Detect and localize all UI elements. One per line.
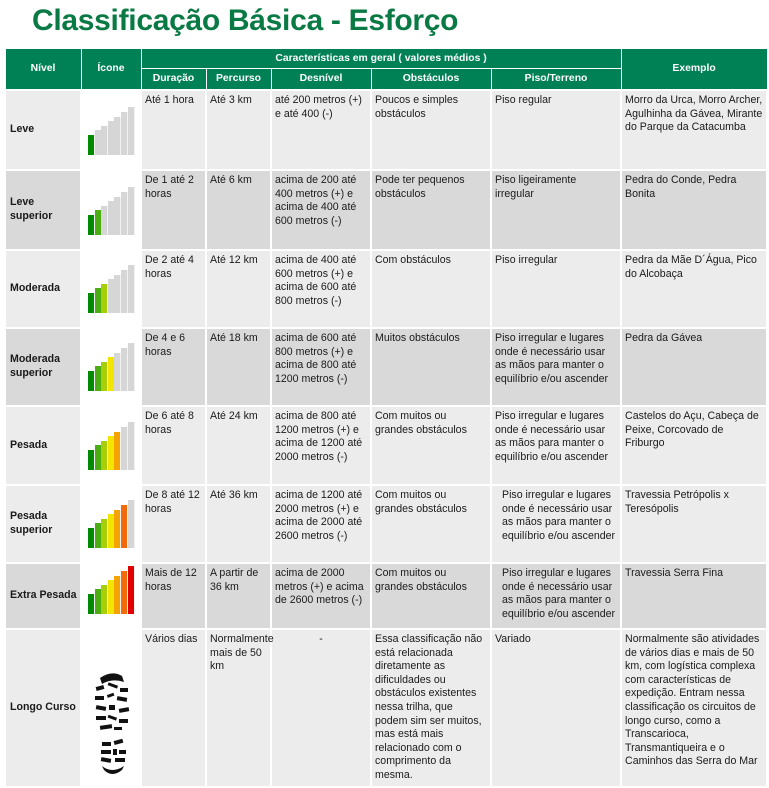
cell-exemplo: Normalmente são atividades de vários dias e mais de 50 km, com logística complexa com características de expedição. Entram nessa classificação os circuitos de longo curso, como a Transcarioca, Transmantiqueira e o Caminhos das Serra do Mar bbox=[621, 629, 767, 787]
cell-desnivel: acima de 400 até 600 metros (+) e acima de 600 até 800 metros (-) bbox=[271, 250, 371, 328]
cell-desnivel: - bbox=[271, 629, 371, 787]
table-row bbox=[5, 250, 767, 328]
cell-percurso: Até 6 km bbox=[206, 170, 271, 250]
effort-bars-icon bbox=[81, 485, 141, 563]
cell-exemplo: Travessia Serra Fina bbox=[621, 563, 767, 629]
header-exemplo: Exemplo bbox=[621, 49, 767, 91]
cell-obstaculos: Com obstáculos bbox=[371, 250, 491, 328]
table-row bbox=[5, 485, 767, 563]
cell-nivel: Leve superior bbox=[5, 170, 81, 250]
header-obstaculos: Obstáculos bbox=[371, 69, 491, 91]
cell-percurso: Até 18 km bbox=[206, 328, 271, 406]
header-icone: Ícone bbox=[81, 49, 141, 91]
cell-desnivel: acima de 600 até 800 metros (+) e acima de 800 até 1200 metros (-) bbox=[271, 328, 371, 406]
header-percurso: Percurso bbox=[206, 69, 271, 91]
effort-bars-icon bbox=[81, 328, 141, 406]
cell-desnivel: acima de 800 até 1200 metros (+) e acima de 1200 até 2000 metros (-) bbox=[271, 406, 371, 485]
cell-obstaculos: Essa classificação não está relacionada diretamente as dificuldades ou obstáculos existentes nessa trilha, que podem sim ser muitos, mas está mais relacionado com o comprimento da mesma. bbox=[371, 629, 491, 787]
cell-percurso: Até 24 km bbox=[206, 406, 271, 485]
cell-desnivel: acima de 1200 até 2000 metros (+) e acima de 2000 até 2600 metros (-) bbox=[271, 485, 371, 563]
cell-obstaculos: Muitos obstáculos bbox=[371, 328, 491, 406]
cell-piso: Piso ligeiramente irregular bbox=[491, 170, 621, 250]
effort-bars-icon bbox=[81, 90, 141, 170]
cell-duracao: De 1 até 2 horas bbox=[141, 170, 206, 250]
effort-bars-icon bbox=[81, 250, 141, 328]
cell-duracao: De 2 até 4 horas bbox=[141, 250, 206, 328]
cell-duracao: De 6 até 8 horas bbox=[141, 406, 206, 485]
cell-piso: Piso irregular bbox=[491, 250, 621, 328]
cell-obstaculos: Pode ter pequenos obstáculos bbox=[371, 170, 491, 250]
table-row bbox=[5, 629, 767, 787]
page-title: Classificação Básica - Esforço bbox=[32, 4, 459, 37]
cell-percurso: Normalmente mais de 50 km bbox=[206, 629, 271, 787]
cell-desnivel: acima de 2000 metros (+) e acima de 2600 metros (-) bbox=[271, 563, 371, 629]
cell-piso: Variado bbox=[491, 629, 621, 787]
header-caracteristicas: Características em geral ( valores médios ) bbox=[141, 49, 621, 69]
effort-bar bbox=[128, 187, 135, 235]
cell-nivel: Pesada superior bbox=[5, 485, 81, 563]
cell-duracao: De 8 até 12 horas bbox=[141, 485, 206, 563]
cell-piso: Piso irregular e lugares onde é necessário usar as mãos para manter o equilíbrio e/ou ascender bbox=[491, 563, 621, 629]
effort-bar bbox=[128, 343, 135, 391]
cell-percurso: Até 3 km bbox=[206, 90, 271, 170]
cell-obstaculos: Com muitos ou grandes obstáculos bbox=[371, 406, 491, 485]
table-row bbox=[5, 563, 767, 629]
cell-percurso: Até 36 km bbox=[206, 485, 271, 563]
effort-bar bbox=[128, 500, 135, 548]
cell-exemplo: Morro da Urca, Morro Archer, Agulhinha da Gávea, Mirante do Parque da Catacumba bbox=[621, 90, 767, 170]
cell-percurso: Até 12 km bbox=[206, 250, 271, 328]
table-row bbox=[5, 170, 767, 250]
cell-obstaculos: Com muitos ou grandes obstáculos bbox=[371, 485, 491, 563]
cell-piso: Piso regular bbox=[491, 90, 621, 170]
cell-nivel: Moderada superior bbox=[5, 328, 81, 406]
cell-duracao: Até 1 hora bbox=[141, 90, 206, 170]
table-row bbox=[5, 406, 767, 485]
cell-piso: Piso irregular e lugares onde é necessário usar as mãos para manter o equilíbrio e/ou ascender bbox=[491, 328, 621, 406]
cell-desnivel: até 200 metros (+) e até 400 (-) bbox=[271, 90, 371, 170]
cell-exemplo: Castelos do Açu, Cabeça de Peixe, Corcovado de Friburgo bbox=[621, 406, 767, 485]
cell-nivel: Longo Curso bbox=[5, 629, 81, 787]
header-nivel: Nível bbox=[5, 49, 81, 91]
cell-nivel: Pesada bbox=[5, 406, 81, 485]
cell-exemplo: Travessia Petrópolis x Teresópolis bbox=[621, 485, 767, 563]
effort-bar bbox=[128, 265, 135, 313]
effort-bars-icon bbox=[81, 563, 141, 629]
cell-duracao: Mais de 12 horas bbox=[141, 563, 206, 629]
cell-obstaculos: Com muitos ou grandes obstáculos bbox=[371, 563, 491, 629]
cell-nivel: Extra Pesada bbox=[5, 563, 81, 629]
cell-obstaculos: Poucos e simples obstáculos bbox=[371, 90, 491, 170]
effort-bar bbox=[128, 422, 135, 470]
cell-desnivel: acima de 200 até 400 metros (+) e acima de 400 até 600 metros (-) bbox=[271, 170, 371, 250]
boot-print-icon bbox=[81, 629, 141, 787]
header-piso: Piso/Terreno bbox=[491, 69, 621, 91]
cell-nivel: Moderada bbox=[5, 250, 81, 328]
effort-bars-icon bbox=[81, 170, 141, 250]
cell-piso: Piso irregular e lugares onde é necessário usar as mãos para manter o equilíbrio e/ou ascender bbox=[491, 485, 621, 563]
effort-bar bbox=[128, 107, 135, 155]
table-row bbox=[5, 90, 767, 170]
cell-duracao: Vários dias bbox=[141, 629, 206, 787]
cell-piso: Piso irregular e lugares onde é necessário usar as mãos para manter o equilíbrio e/ou ascender bbox=[491, 406, 621, 485]
header-desnivel: Desnível bbox=[271, 69, 371, 91]
cell-exemplo: Pedra do Conde, Pedra Bonita bbox=[621, 170, 767, 250]
cell-percurso: A partir de 36 km bbox=[206, 563, 271, 629]
header-duracao: Duração bbox=[141, 69, 206, 91]
cell-exemplo: Pedra da Mãe D´Água, Pico do Alcobaça bbox=[621, 250, 767, 328]
table-row bbox=[5, 328, 767, 406]
effort-bar bbox=[128, 566, 135, 614]
cell-duracao: De 4 e 6 horas bbox=[141, 328, 206, 406]
effort-bars-icon bbox=[81, 406, 141, 485]
cell-exemplo: Pedra da Gávea bbox=[621, 328, 767, 406]
cell-nivel: Leve bbox=[5, 90, 81, 170]
effort-classification-table bbox=[4, 48, 768, 788]
